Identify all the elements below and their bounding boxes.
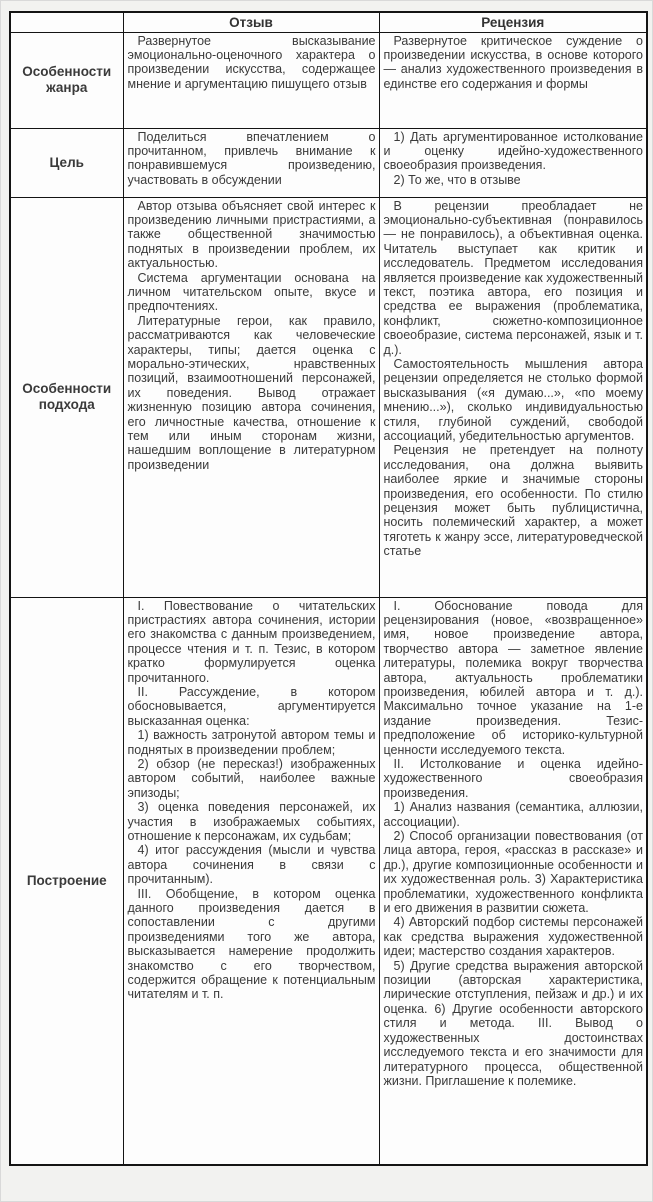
genre-features-recenzia-cell (379, 32, 647, 128)
table-row-structure (10, 597, 647, 1165)
paragraph: 5) Другие средства выражения авторской позиции (авторская характеристика, лирические отступления, пейзаж и др.) и их оценка. 6) Другие особенности авторского стиля и метода. III. Вывод о художественных достоинствах исследуемого текста и его значимости для литературного процесса, общественной жизни. Приглашение к полемике. (383, 958, 643, 1088)
paragraph: Развернутое высказывание эмоционально-оценочного характера о произведении искусства, содержащее мнение и аргументацию пишущего отзыв (127, 33, 376, 91)
goal-recenzia-cell (379, 128, 647, 197)
paragraph: II. Рассуждение, в котором обосновывается, аргументируется высказанная оценка: (127, 684, 376, 728)
genre-features-otzyv-cell (123, 32, 379, 128)
paragraph: Литературные герои, как правило, рассматриваются как человеческие характеры, типы; дается оценка с морально-этических, нравственных позиций, взаимоотношений персонажей, их поведения. Вывод отражает жизненную позицию автора сочинения, его личностные качества, отношение к тем или иным сторонам жизни, нашедшим воплощение в литературном произведении (127, 313, 376, 472)
paragraph: III. Обобщение, в котором оценка данного произведения дается в сопоставлении с другими произведениями того же автора, высказывается намерение продолжить знакомство с его творчеством, содержится обращение к потенциальным читателям и т. п. (127, 886, 376, 1002)
paragraph: 1) важность затронутой автором темы и поднятых в произведении проблем; (127, 728, 376, 757)
corner-cell (10, 12, 123, 32)
row-label-structure: Построение (10, 597, 123, 1165)
header-row (10, 12, 647, 32)
paragraph: 2) обзор (не пересказ!) изображенных автором событий, наиболее важные эпизоды; (127, 756, 376, 800)
paragraph: 4) итог рассуждения (мысли и чувства автора сочинения в связи с прочитанным). (127, 843, 376, 887)
paragraph: 4) Авторский подбор системы персонажей как средства выражения художественной идеи; мастерство создания характеров. (383, 915, 643, 959)
paragraph: Система аргументации основана на личном читательском опыте, вкусе и предпочтениях. (127, 270, 376, 314)
structure-recenzia-cell (379, 597, 647, 1165)
paragraph: 2) Способ организации повествования (от лица автора, героя, «рассказ в рассказе» и др.), другие композиционные особенности и их художественная роль. 3) Характеристика проблематики, художественного конфликта и его движения в развитии сюжета. (383, 829, 643, 916)
structure-otzyv-cell (123, 597, 379, 1165)
document-page (1, 1, 652, 1166)
column-header-recenzia: Рецензия (379, 12, 647, 32)
paragraph: I. Обоснование повода для рецензирования (новое, «возвращенное» имя, новое произведение автора, творчество автора — заметное явление литературы, полемика вокруг творчества автора, актуальность проблематики произведения, юбилей автора и т. д.). Максимально точное указание на 1-е издание произведения. Тезис-предположение об историко-культурной ценности исследуемого текста. (383, 598, 643, 757)
paragraph: В рецензии преобладает не эмоционально-субъективная (понравилось — не понравилось), а объективная оценка. Читатель выступает как критик и исследователь. Предметом исследования является произведение как художественный текст, поэтика автора, его позиция и средства ее выражения (проблематика, конфликт, сюжетно-композиционное своеобразие, система персонажей, язык и т. д.). (383, 198, 643, 357)
paragraph: Развернутое критическое суждение о произведении искусства, в основе которого — анализ художественного произведения в единстве его содержания и формы (383, 33, 643, 91)
paragraph: 1) Дать аргументированное истолкование и оценку идейно-художественного своеобразия произведения. (383, 129, 643, 173)
table-row-approach-features (10, 197, 647, 597)
row-label-genre-features: Особенности жанра (10, 32, 123, 128)
approach-features-recenzia-cell (379, 197, 647, 597)
approach-features-otzyv-cell (123, 197, 379, 597)
paragraph: Рецензия не претендует на полноту исследования, она должна выявить наиболее яркие и значимые стороны произведения, его особенности. По стилю рецензия может быть публицистична, носить полемический характер, а может тяготеть к жанру эссе, литературоведческой статье (383, 443, 643, 559)
paragraph: 3) оценка поведения персонажей, их участия в изображаемых событиях, отношение к персонажам, их судьбам; (127, 800, 376, 843)
paragraph: 1) Анализ названия (семантика, аллюзии, ассоциации). (383, 800, 643, 829)
paragraph: Поделиться впечатлением о прочитанном, привлечь внимание к понравившемуся произведению, участвовать в обсуждении (127, 129, 376, 187)
paragraph: Автор отзыва объясняет свой интерес к произведению личными пристрастиями, а также общественной значимостью поднятых в произведении проблем, их актуальностью. (127, 198, 376, 271)
row-label-approach-features: Особенности подхода (10, 197, 123, 597)
paragraph: II. Истолкование и оценка идейно-художественного своеобразия произведения. (383, 756, 643, 800)
column-header-otzyv: Отзыв (123, 12, 379, 32)
table-row-goal (10, 128, 647, 197)
table-row-genre-features (10, 32, 647, 128)
paragraph: Самостоятельность мышления автора рецензии определяется не столько формой высказывания («я думаю...», «по моему мнению...»), сколько индивидуальностью стиля, глубиной суждений, свободой ассоциаций, убедительностью аргументов. (383, 356, 643, 443)
paragraph: I. Повествование о читательских пристрастиях автора сочинения, истории его знакомства с данным произведением, процессе чтения и т. п. Тезис, в котором кратко формулируется оценка прочитанного. (127, 598, 376, 685)
comparison-table (9, 11, 648, 1166)
row-label-goal: Цель (10, 128, 123, 197)
paragraph: 2) То же, что в отзыве (393, 172, 521, 187)
goal-otzyv-cell (123, 128, 379, 197)
